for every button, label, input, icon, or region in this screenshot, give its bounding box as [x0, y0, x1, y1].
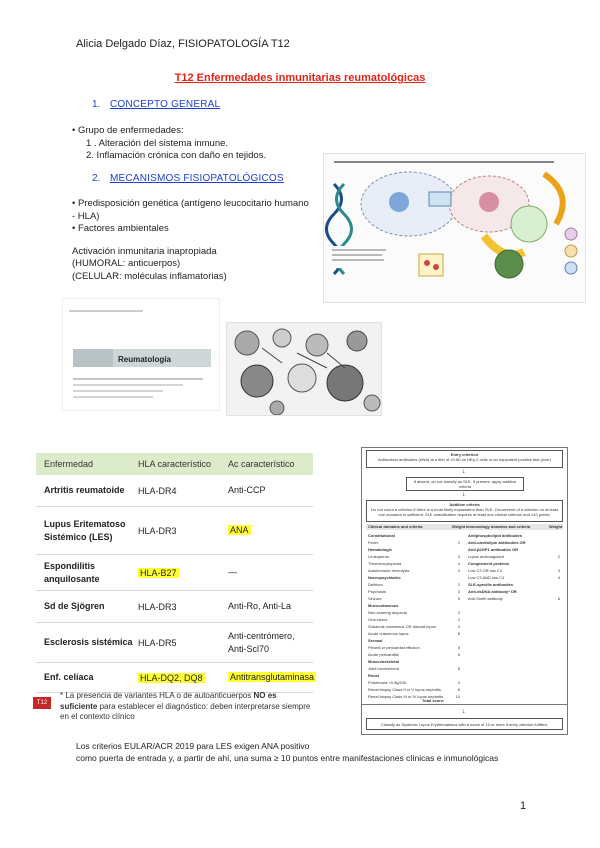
hla-table [36, 453, 313, 693]
clinical-criterion-item: Mucocutaneous [368, 603, 399, 608]
hla-cell-ac: Antitransglutaminasa [230, 672, 315, 682]
clinical-criterion-item: Musculoskeletal [368, 659, 399, 664]
hla-table-row [36, 623, 313, 663]
hla-table-body [36, 475, 313, 693]
immunology-criterion-item: Anti-dsDNA antibody* OR [468, 589, 517, 594]
clinical-criterion-item: Delirium 2 [368, 582, 460, 587]
immunology-criterion-item: SLE-specific antibodies [468, 582, 514, 587]
section-2-bullet: • Factores ambientales [72, 223, 169, 234]
clinical-criterion-item: Autoimmune hemolysis 4 [368, 568, 460, 573]
hla-header-disease: Enfermedad [44, 458, 94, 469]
clinical-criterion-item: Psychosis 3 [368, 589, 460, 594]
hla-header-hla: HLA característico [138, 459, 212, 469]
hla-cell-hla: HLA-DR3 [138, 601, 177, 612]
hla-cell-disease: Artritis reumatoide [44, 485, 125, 495]
additive-criteria-text: Do not count a criterion if there is a more likely explanation than SLE. Occurrence of a criterion on at least one occasion is sufficient. SLE classification requires at least one clinical criterion and ≥10 points. [371, 507, 558, 517]
clinical-criterion-item: Subacute cutaneous OR discoid lupus 4 [368, 624, 460, 629]
activation-line: (HUMORAL: anticuerpos) [72, 258, 181, 269]
hla-cell-hla: HLA-DR3 [138, 525, 177, 536]
clinical-header: Clinical domains and criteria [368, 524, 423, 529]
clinical-criterion-item: Non-scarring alopecia 2 [368, 610, 460, 615]
clinical-criterion-item: Neuropsychiatric [368, 575, 401, 580]
section-1-item: 2. Inflamación crónica con daño en tejidos. [86, 150, 267, 161]
clinical-criterion-item: Fever 2 [368, 540, 460, 545]
hla-table-row [36, 475, 313, 507]
immunology-criterion-item: Complement proteins [468, 561, 510, 566]
summary-text [76, 740, 576, 764]
arrow-down-icon: ↓ [462, 491, 466, 498]
entry-criterion-text: Antinuclear antibodies (ANA) at a titer of ≥1:80 on HEp-2 cells or an equivalent positive test (ever) [378, 457, 551, 462]
step-2-box: If absent, do not classify as SLE. If present, apply additive criteria [406, 477, 524, 491]
hla-table-note: * La presencia de variantes HLA o de autoanticuerpos NO es suficiente para establecer el diagnóstico: deben interpretarse siempre en el contexto clínico [60, 691, 311, 721]
immune-cells-figure [226, 322, 382, 416]
summary-line: Los criterios EULAR/ACR 2019 para LES exigen ANA positivo [76, 741, 310, 751]
criteria-headers [366, 524, 563, 530]
activation-line: (CELULAR: moléculas inflamatorias) [72, 270, 227, 282]
clinical-criterion-item: Renal biopsy Class II or V lupus nephritis 8 [368, 687, 460, 692]
clinical-criterion-item: Joint involvement 6 [368, 666, 460, 671]
section-1-item: 1 . Alteración del sistema inmune. [86, 137, 229, 149]
clinical-criterion-item: Renal [368, 673, 379, 678]
hla-cell-disease: Enf. celíaca [44, 672, 94, 682]
immunology-criterion-item: Anti-Smith antibody 6 [468, 596, 560, 601]
eular-acr-criteria-diagram [361, 447, 568, 735]
immunology-criterion-item: Low C3 AND low C4 4 [468, 575, 560, 580]
book-reference-figure [62, 298, 220, 411]
immunology-criterion-item: Anti-β2GP1 antibodies OR [468, 547, 519, 552]
immune-mechanism-diagram [324, 154, 586, 303]
section-2-body [72, 198, 312, 283]
hla-cell-disease: Lupus Eritematoso Sistémico (LES) [44, 518, 126, 542]
section-1-label: CONCEPTO GENERAL [110, 99, 221, 110]
hla-cell-ac: — [228, 567, 237, 577]
section-1-number: 1. [92, 99, 101, 110]
hla-table-row [36, 591, 313, 623]
section-1-intro: • Grupo de enfermedades: [72, 125, 184, 136]
hla-header-ac: Ac característico [228, 458, 295, 469]
clinical-criterion-item: Pleural or pericardial effusion 5 [368, 645, 460, 650]
clinical-criterion-item: Thrombocytopenia 4 [368, 561, 460, 566]
weight-header: Weight [549, 524, 563, 529]
section-1-heading [92, 99, 220, 110]
hla-table-header [36, 453, 313, 475]
hla-cell-hla: HLA-DR4 [138, 485, 177, 496]
summary-line: como puerta de entrada y, a partir de ahí, una suma ≥ 10 puntos entre manifestaciones clínicas e inmunológicas [76, 753, 499, 763]
hla-cell-hla: HLA-DQ2, DQ8 [140, 672, 203, 683]
section-2-bullet: • Predisposición genética (antígeno leucocitario humano - HLA) [72, 198, 309, 222]
immune-mechanism-figure [323, 153, 586, 303]
document-author-header: Alicia Delgado Díaz, FISIOPATOLOGÍA T12 [76, 38, 290, 50]
immunology-criteria-list [468, 532, 560, 602]
entry-criterion-box [366, 450, 563, 468]
hla-cell-disease: Sd de Sjögren [44, 601, 105, 611]
classification-box: Classify as Systemic Lupus Erythematosus with a score of 10 or more if entry criterion fulfilled. [366, 718, 563, 730]
page-title: T12 Enfermedades inmunitarias reumatológicas [174, 72, 426, 84]
clinical-criterion-item: Hematologic [368, 547, 393, 552]
clinical-criterion-item: Proteinuria >0.5g/24h 4 [368, 680, 460, 685]
clinical-criterion-item: Oral ulcers 2 [368, 617, 460, 622]
section-1-body [72, 125, 266, 163]
arrow-down-icon: ↓ [462, 708, 466, 715]
immunology-criterion-item: Anti-cardiolipin antibodies OR [468, 540, 526, 545]
hla-cell-hla: HLA-DR5 [138, 637, 177, 648]
hla-cell-ac: ANA [230, 525, 249, 535]
clinical-criterion-item: Acute pericarditis 6 [368, 652, 460, 657]
hla-table-row [36, 663, 313, 693]
hla-cell-disease: Esclerosis sistémica [44, 637, 133, 647]
additive-criteria-title: Additive criteria [449, 502, 480, 507]
clinical-criterion-item: Acute cutaneous lupus 6 [368, 631, 460, 636]
entry-criterion-title: Entry criterion [450, 452, 479, 457]
book-title: Reumatología [118, 355, 171, 364]
activation-line: Activación inmunitaria inapropiada [72, 245, 217, 257]
hla-table-row [36, 555, 313, 591]
immunology-criterion-item: Antiphospholipid antibodies [468, 533, 522, 538]
clinical-criterion-item: Seizure 5 [368, 596, 460, 601]
hla-table-row [36, 507, 313, 555]
section-2-number: 2. [92, 173, 101, 184]
clinical-criterion-item: Renal biopsy Class III or IV lupus nephritis 10 [368, 694, 460, 699]
additive-criteria-box [366, 500, 563, 522]
hla-cell-disease: Espondilitis anquilosante [44, 560, 100, 584]
t12-tag: T12 [33, 697, 51, 709]
clinical-criterion-item: Serosal [368, 638, 383, 643]
clinical-criteria-list [368, 532, 460, 700]
page-number: 1 [520, 800, 527, 812]
immuno-header: Immunology domains and criteria [466, 524, 531, 529]
hla-cell-hla: HLA-B27 [140, 567, 177, 578]
hla-cell-ac: Anti-Ro, Anti-La [228, 601, 292, 611]
arrow-down-icon: ↓ [462, 468, 466, 475]
immunology-criterion-item: Lupus anticoagulant 2 [468, 554, 560, 559]
clinical-criterion-item: Constitutional [368, 533, 395, 538]
immune-cells-diagram [227, 323, 382, 416]
immunology-criterion-item: Low C3 OR low C4 3 [468, 568, 560, 573]
total-score-label: Total score: [422, 698, 445, 703]
hla-cell-ac: Anti-CCP [228, 485, 266, 495]
book-snippet [63, 299, 220, 411]
section-2-heading [92, 173, 284, 184]
weight-header: Weight [452, 524, 466, 529]
section-2-label: MECANISMOS FISIOPATOLÓGICOS [110, 173, 284, 184]
clinical-criterion-item: Leukopenia 3 [368, 554, 460, 559]
hla-cell-ac: Anti-centrómero, Anti-Scl70 [228, 630, 295, 654]
